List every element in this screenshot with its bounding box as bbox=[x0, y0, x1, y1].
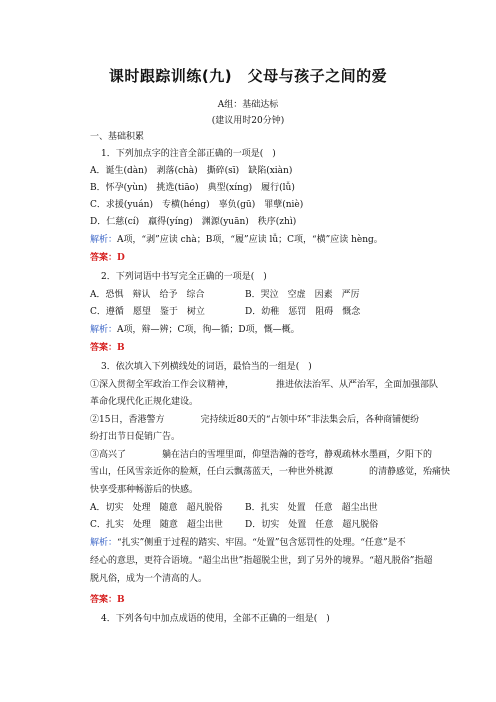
q3-sentence-1-cont: 革命化现代化正规化建设。 bbox=[90, 397, 199, 407]
q1-stem: 1．下列加点字的注音全部正确的一项是( ) bbox=[101, 149, 276, 159]
q3-options-cd bbox=[90, 519, 436, 532]
q3-s1-part-b: 推进依法治军、从严治军，全面加强部队 bbox=[276, 380, 439, 390]
q3-option-b: B．扎实 处置 任意 超尘出世 bbox=[245, 503, 378, 513]
analysis-label: 解析： bbox=[90, 235, 118, 245]
q3-analysis-1 bbox=[90, 537, 436, 550]
q2-stem: 2．下列词语中书写完全正确的一项是( ) bbox=[101, 272, 267, 282]
q2-option-c: C．遵循 愿望 鉴于 树立 bbox=[90, 307, 205, 317]
analysis-text: A项，辩—辨；C项，徇—循；D项，慨—概。 bbox=[117, 325, 300, 335]
answer-value: B bbox=[117, 343, 125, 353]
q1-answer bbox=[90, 252, 436, 265]
q3-stem: 3．依次填入下列横线处的词语，最恰当的一组是( ) bbox=[101, 362, 312, 372]
q2-option-a: A．恐惧 辩认 给予 综合 bbox=[90, 290, 205, 300]
q1-option-c: C．求援(yuán) 专横(héng) 辜负(gū) 罪孽(niè) bbox=[90, 200, 304, 210]
answer-label: 答案： bbox=[90, 595, 118, 605]
q3-analysis-3: 脱凡俗，成为一个清高的人。 bbox=[90, 574, 208, 584]
q1-analysis bbox=[90, 234, 436, 247]
time-note: (建议用时20分钟) bbox=[211, 116, 285, 126]
q3-s3-part-b: 躺在洁白的雪埋里面，仰望浩瀚的苍穹，静观疏林水墨画，夕阳下的 bbox=[162, 450, 433, 460]
q2-option-d: D．幼稚 惩罚 阻碍 慨念 bbox=[245, 307, 361, 317]
q3-sentence-3-cont bbox=[90, 466, 451, 479]
group-label: A组：基础达标 bbox=[217, 100, 279, 110]
q3-options-ab bbox=[90, 502, 436, 515]
q2-options-ab bbox=[90, 289, 436, 302]
analysis-text: “扎实”侧重于过程的踏实、牢固。“处置”包含惩罚性的处理。“任意”是不 bbox=[117, 538, 406, 548]
q3-sentence-3 bbox=[90, 449, 436, 462]
q3-s3-part-a: ③高兴了 bbox=[90, 450, 127, 460]
q3-sentence-2-cont: 纷打出节日促销广告。 bbox=[90, 432, 181, 442]
answer-label: 答案： bbox=[90, 343, 118, 353]
answer-value: D bbox=[117, 253, 125, 263]
q3-sentence-3-end: 快享受那种畅游后的快感。 bbox=[90, 485, 199, 495]
answer-label: 答案： bbox=[90, 253, 118, 263]
analysis-text: A项，“剥”应读 chà；B项，“履”应读 lǚ；C项，“横”应读 hèng。 bbox=[117, 235, 383, 245]
q1-option-a: A．诞生(dàn) 剥落(chà) 撕碎(sī) 缺陷(xiàn) bbox=[90, 166, 293, 176]
q3-s3-part-d: 的清静感觉，殆痛快 bbox=[369, 467, 451, 477]
q3-analysis-2: 经心的意思，更符合语境。“超尘出世”指超脱尘世，到了另外的境界。“超凡脱俗”指超 bbox=[90, 556, 433, 566]
q2-option-b: B．哭泣 空虚 因素 严厉 bbox=[245, 290, 360, 300]
q1-option-d: D．仁慈(cí) 羸得(yíng) 渊源(yuān) 秩序(zhì) bbox=[90, 217, 297, 227]
q3-option-d: D．切实 处置 任意 超凡脱俗 bbox=[245, 520, 379, 530]
q3-answer bbox=[90, 594, 436, 607]
q3-option-c: C．扎实 处理 随意 超尘出世 bbox=[90, 520, 223, 530]
q3-option-a: A．切实 处理 随意 超凡脱俗 bbox=[90, 503, 223, 513]
analysis-label: 解析： bbox=[90, 538, 118, 548]
section-heading: 一、基础积累 bbox=[90, 132, 145, 142]
q3-sentence-1 bbox=[90, 379, 439, 392]
q1-option-b: B．怀孕(yùn) 挑选(tiāo) 典型(xíng) 履行(lǚ) bbox=[90, 183, 295, 193]
q3-s2-part-a: ②15日，香港警方 bbox=[90, 415, 165, 425]
q3-s2-part-b: 完持续近80天的“占领中环”非法集会后，各种商铺便纷 bbox=[200, 415, 420, 425]
page-title: 课时跟踪训练(九) 父母与孩子之间的爱 bbox=[108, 67, 388, 85]
answer-value: B bbox=[117, 595, 125, 605]
q2-options-cd bbox=[90, 306, 436, 319]
q3-s1-part-a: ①深入贯彻全军政治工作会议精神， bbox=[90, 380, 235, 390]
analysis-label: 解析： bbox=[90, 325, 118, 335]
q4-stem: 4．下列各句中加点成语的使用，全部不正确的一组是( ) bbox=[101, 614, 330, 624]
q3-sentence-2 bbox=[90, 414, 436, 427]
q2-analysis bbox=[90, 324, 436, 337]
q3-s3-part-c: 雪山，任风雪亲近你的脸颊，任白云飘荡蓝天，一种世外桃源 bbox=[90, 467, 334, 477]
q2-answer bbox=[90, 342, 436, 355]
